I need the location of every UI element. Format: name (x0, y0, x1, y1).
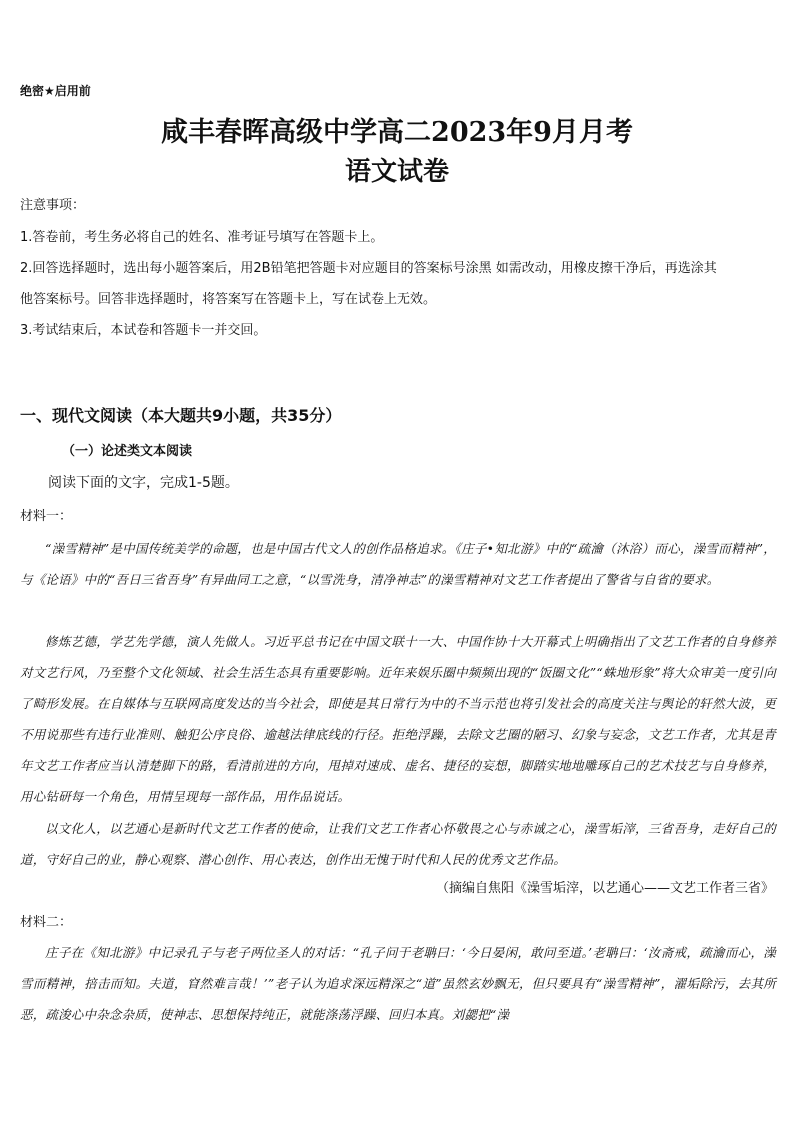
reading-instruction: 阅读下面的文字，完成1-5题。 (48, 475, 239, 491)
material-1-paragraph-2: 修炼艺德，学艺先学德，演人先做人。习近平总书记在中国文联十一大、中国作协十大开幕式上明确指出了文艺工作者的自身修养对文艺行风，乃至整个文化领域、社会生活生态具有重要影响。近年来娱乐圈中频频出现的“饭圈文化”“蛛地形象”将大众审美一度引向了畸形发展。在自媒体与互联网高度发达的当今社会，即使是其日常行为中的不当示范也将引发社会的高度关注与舆论的轩然大波，更不用说那些有违行业准则、触犯公序良俗、逾越法律底线的行径。拒绝浮躁，去除文艺圈的陋习、幻象与妄念，文艺工作者，尤其是青年文艺工作者应当认清楚脚下的路，看清前进的方向，甩掉对速成、虚名、捷径的妄想，脚踏实地地雕琢自己的艺术技艺与自身修养，用心钻研每一个角色，用情呈现每一部作品，用作品说话。 (20, 634, 776, 804)
section-title: 一、现代文阅读（本大题共9小题，共35分） (20, 406, 342, 425)
secret-label: 绝密★启用前 (20, 84, 91, 98)
notice-item-1: 1.答卷前，考生务必将自己的姓名、准考证号填写在答题卡上。 (20, 230, 384, 245)
material-2-paragraph-1: 庄子在《知北游》中记录孔子与老子两位圣人的对话：“孔子问于老聃曰：‘今日晏闲，敢问至道。’老聃曰：‘汝斋戒，疏瀹而心，澡雪而精神，掊击而知。夫道，窅然难言哉！’”老子认为追求深远精深之“道”虽然玄妙飘无，但只要具有“澡雪精神”，濯垢除污，去其所恶，疏浚心中杂念杂质，使神志、思想保持纯正，就能涤荡浮躁、回归本真。刘勰把“澡 (20, 945, 776, 1022)
exam-subject-title: 语文试卷 (344, 157, 449, 187)
subsection-title: （一）论述类文本阅读 (62, 444, 193, 459)
material-1-label: 材料一： (20, 509, 73, 524)
notice-heading: 注意事项： (20, 198, 86, 213)
notice-item-3: 3.考试结束后，本试卷和答题卡一并交回。 (20, 323, 267, 338)
material-2-label: 材料二： (20, 915, 73, 930)
material-1-paragraph-3: 以文化人，以艺通心是新时代文艺工作者的使命，让我们文艺工作者心怀敬畏之心与赤诚之心，澡雪垢滓，三省吾身，走好自己的道，守好自己的业，静心观察、潜心创作、用心表达，创作出无愧于时代和人民的优秀文艺作品。 (20, 821, 776, 867)
notice-item-2-line-2: 他答案标号。回答非选择题时，将答案写在答题卡上，写在试卷上无效。 (20, 292, 437, 307)
material-1-paragraph-1: “澡雪精神”是中国传统美学的命题，也是中国古代文人的创作品格追求。《庄子•知北游》中的“疏瀹（沐浴）而心，澡雪而精神”，与《论语》中的“吾日三省吾身”有异曲同工之意，“以雪洗身，清净神志”的澡雪精神对文艺工作者提出了警省与自省的要求。 (20, 541, 776, 587)
notice-item-2-line-1: 2.回答选择题时，选出每小题答案后，用2B铅笔把答题卡对应题目的答案标号涂黑 如需改动，用橡皮擦干净后，再选涂其 (20, 261, 717, 276)
exam-title: 咸丰春晖高级中学高二2023年9月月考 (161, 117, 633, 148)
material-1-source: （摘编自焦阳《澡雪垢滓，以艺通心——文艺工作者三省》 (435, 881, 774, 896)
